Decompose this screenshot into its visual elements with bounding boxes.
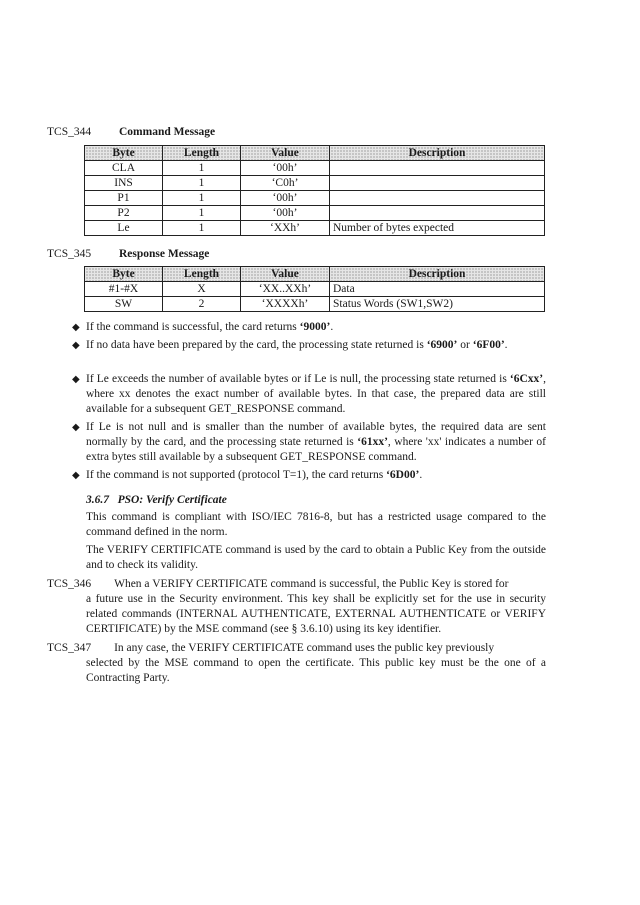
table-cell: SW — [85, 297, 163, 312]
bullet-text: If the command is not supported (protocol T=1), the card returns — [86, 469, 387, 481]
response-message-table — [84, 266, 545, 312]
column-header: Value — [241, 146, 330, 161]
status-code: ‘9000’ — [299, 321, 331, 333]
diamond-bullet-icon: ◆ — [72, 322, 80, 333]
bullet-text: If Le is not null and is smaller than the number of available bytes, the required data are sent normally by the card, and the processing state returned is — [86, 421, 546, 448]
table-cell: P2 — [85, 206, 163, 221]
bullet-text: If the command is successful, the card returns — [86, 321, 300, 333]
table-cell: ‘XXh’ — [241, 221, 330, 236]
table-cell: ‘00h’ — [241, 161, 330, 176]
bullet-text: or — [457, 339, 473, 351]
diamond-bullet-icon: ◆ — [72, 422, 80, 433]
requirement-text: In any case, the VERIFY CERTIFICATE command uses the public key previously — [114, 642, 495, 654]
table-row — [85, 176, 545, 191]
list-item — [72, 372, 546, 417]
bullet-text: If no data have been prepared by the card, the processing state returned is — [86, 339, 427, 351]
table-row — [85, 161, 545, 176]
status-code: ‘6900’ — [426, 339, 458, 351]
list-item — [72, 420, 546, 465]
table-row — [85, 221, 545, 236]
table-cell — [330, 176, 545, 191]
table-cell: ‘C0h’ — [241, 176, 330, 191]
list-item — [72, 320, 546, 335]
table-cell: Le — [85, 221, 163, 236]
table-cell: CLA — [85, 161, 163, 176]
table-cell: ‘XX..XXh’ — [241, 282, 330, 297]
table-title: Command Message — [119, 126, 216, 138]
table-cell: 1 — [163, 176, 241, 191]
table-cell: #1-#X — [85, 282, 163, 297]
table-cell: Data — [330, 282, 545, 297]
requirement-text: selected by the MSE command to open the certificate. This public key must be the one of a Contracting Party. — [86, 657, 546, 684]
table-cell: Number of bytes expected — [330, 221, 545, 236]
table-cell: INS — [85, 176, 163, 191]
column-header: Byte — [85, 146, 163, 161]
table-cell: ‘XXXXh’ — [241, 297, 330, 312]
requirement-id: TCS_346 — [47, 578, 92, 590]
bullet-text: . — [330, 321, 334, 333]
table-cell: 2 — [163, 297, 241, 312]
command-message-table — [84, 145, 545, 236]
column-header: Length — [163, 267, 241, 282]
section-number: 3.6.7 — [86, 494, 109, 506]
table-cell: X — [163, 282, 241, 297]
paragraph: The VERIFY CERTIFICATE command is used by the card to obtain a Public Key from the outside and to check its validity. — [86, 544, 546, 571]
section-title: PSO: Verify Certificate — [117, 494, 227, 506]
bullet-text: , where xx denotes the exact number of available bytes. In that case, the prepared data are still available for a subsequent GET_RESPONSE command. — [86, 373, 546, 415]
requirement-id: TCS_344 — [47, 126, 92, 138]
requirement-text: a future use in the Security environment. This key shall be explicitly set for the use in security related commands (INTERNAL AUTHENTICATE, EXTERNAL AUTHENTICATE or VERIFY CERTIFICATE) by the MSE command (see § 3.6.10) using its key identifier. — [86, 593, 546, 635]
requirement-id: TCS_345 — [47, 248, 92, 260]
paragraph: This command is compliant with ISO/IEC 7816-8, but has a restricted usage compared to the command defined in the norm. — [86, 511, 546, 538]
section-heading — [86, 494, 227, 506]
table-cell: 1 — [163, 221, 241, 236]
table-title: Response Message — [119, 248, 210, 260]
diamond-bullet-icon: ◆ — [72, 374, 80, 385]
column-header: Byte — [85, 267, 163, 282]
table-cell: P1 — [85, 191, 163, 206]
requirement-text: When a VERIFY CERTIFICATE command is successful, the Public Key is stored for — [114, 578, 509, 590]
bullet-text: , where 'xx' indicates a number of extra bytes still available by a subsequent GET_RESPONSE command. — [86, 436, 546, 463]
requirement-id: TCS_347 — [47, 642, 92, 654]
requirement-paragraph — [47, 577, 546, 637]
table-row — [85, 206, 545, 221]
status-code: ‘61xx’ — [357, 436, 388, 448]
table-row — [85, 191, 545, 206]
status-code: ‘6D00’ — [386, 469, 420, 481]
table-row — [85, 297, 545, 312]
list-item — [72, 338, 546, 353]
bullet-text: If Le exceeds the number of available bytes or if Le is null, the processing state returned is — [86, 373, 510, 385]
diamond-bullet-icon: ◆ — [72, 470, 80, 481]
table-cell — [330, 161, 545, 176]
table-cell: 1 — [163, 161, 241, 176]
table-cell: 1 — [163, 206, 241, 221]
bullet-text: . — [419, 469, 423, 481]
column-header: Value — [241, 267, 330, 282]
bullet-text: . — [504, 339, 508, 351]
list-item — [72, 468, 546, 483]
table-cell: ‘00h’ — [241, 191, 330, 206]
requirement-paragraph — [47, 641, 546, 686]
status-code: ‘6F00’ — [472, 339, 505, 351]
column-header: Description — [330, 267, 545, 282]
column-header: Description — [330, 146, 545, 161]
table-row — [85, 282, 545, 297]
table-cell: 1 — [163, 191, 241, 206]
column-header: Length — [163, 146, 241, 161]
table-cell — [330, 191, 545, 206]
table-cell: Status Words (SW1,SW2) — [330, 297, 545, 312]
table-cell: ‘00h’ — [241, 206, 330, 221]
table-cell — [330, 206, 545, 221]
diamond-bullet-icon: ◆ — [72, 340, 80, 351]
status-code: ‘6Cxx’ — [509, 373, 544, 385]
